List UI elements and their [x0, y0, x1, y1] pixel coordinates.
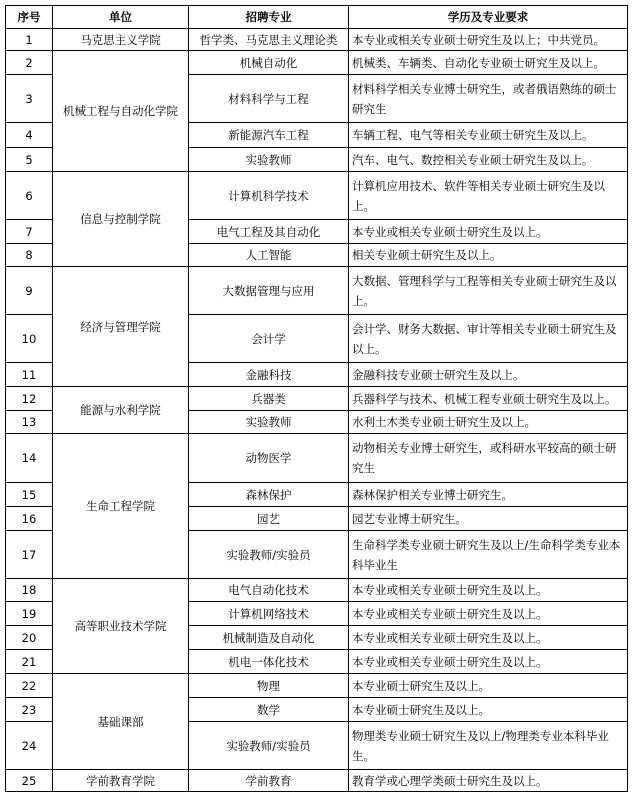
row-num: 24	[6, 722, 53, 770]
header-num: 序号	[6, 6, 53, 29]
major-cell: 实验教师	[189, 148, 349, 172]
requirement-cell: 本专业或相关专业硕士研究生及以上。	[349, 579, 628, 602]
row-num: 20	[6, 626, 53, 650]
table-row	[6, 674, 628, 698]
requirement-cell: 水利土木类专业硕士研究生及以上。	[349, 411, 628, 434]
row-num: 5	[6, 148, 53, 172]
table-header	[6, 6, 628, 29]
header-requirements: 学历及专业要求	[349, 6, 628, 29]
row-num: 14	[6, 434, 53, 483]
requirement-cell: 车辆工程、电气等相关专业硕士研究生及以上。	[349, 123, 628, 148]
major-cell: 实验教师	[189, 411, 349, 434]
requirement-cell: 计算机应用技术、软件等相关专业硕士研究生及以上。	[349, 172, 628, 220]
requirement-cell: 本专业或相关专业硕士研究生及以上。	[349, 650, 628, 674]
requirement-cell: 本专业或相关专业硕士研究生及以上。	[349, 602, 628, 626]
table-row	[6, 51, 628, 75]
row-num: 1	[6, 29, 53, 51]
table-row	[6, 770, 628, 792]
major-cell: 学前教育	[189, 770, 349, 792]
major-cell: 实验教师/实验员	[189, 531, 349, 579]
unit-cell: 机械工程与自动化学院	[53, 51, 189, 172]
major-cell: 材料科学与工程	[189, 75, 349, 123]
major-cell: 数学	[189, 698, 349, 722]
header-major: 招聘专业	[189, 6, 349, 29]
row-num: 10	[6, 315, 53, 363]
row-num: 17	[6, 531, 53, 579]
unit-cell: 马克思主义学院	[53, 29, 189, 51]
major-cell: 电气工程及其自动化	[189, 220, 349, 244]
header-unit: 单位	[53, 6, 189, 29]
unit-cell: 生命工程学院	[53, 434, 189, 579]
unit-cell: 经济与管理学院	[53, 267, 189, 387]
row-num: 3	[6, 75, 53, 123]
requirement-cell: 兵器科学与技术、机械工程专业硕士研究生及以上。	[349, 387, 628, 411]
major-cell: 机械自动化	[189, 51, 349, 75]
requirement-cell: 本专业硕士研究生及以上。	[349, 674, 628, 698]
row-num: 18	[6, 579, 53, 602]
major-cell: 会计学	[189, 315, 349, 363]
row-num: 21	[6, 650, 53, 674]
requirement-cell: 相关专业硕士研究生及以上。	[349, 244, 628, 267]
recruitment-table	[5, 5, 628, 792]
major-cell: 哲学类、马克思主义理论类	[189, 29, 349, 51]
major-cell: 新能源汽车工程	[189, 123, 349, 148]
requirement-cell: 汽车、电气、数控相关专业硕士研究生及以上。	[349, 148, 628, 172]
major-cell: 计算机科学技术	[189, 172, 349, 220]
requirement-cell: 本专业或相关专业硕士研究生及以上。	[349, 626, 628, 650]
major-cell: 电气自动化技术	[189, 579, 349, 602]
table-row	[6, 267, 628, 315]
row-num: 4	[6, 123, 53, 148]
requirement-cell: 物理类专业硕士研究生及以上/物理类专业本科毕业生。	[349, 722, 628, 770]
row-num: 16	[6, 507, 53, 531]
requirement-cell: 动物相关专业博士研究生，或科研水平较高的硕士研究生	[349, 434, 628, 483]
row-num: 9	[6, 267, 53, 315]
row-num: 12	[6, 387, 53, 411]
table-row	[6, 434, 628, 483]
row-num: 11	[6, 363, 53, 387]
major-cell: 人工智能	[189, 244, 349, 267]
requirement-cell: 教育学或心理学类硕士研究生及以上。	[349, 770, 628, 792]
row-num: 15	[6, 483, 53, 507]
row-num: 2	[6, 51, 53, 75]
row-num: 8	[6, 244, 53, 267]
row-num: 22	[6, 674, 53, 698]
major-cell: 计算机网络技术	[189, 602, 349, 626]
requirement-cell: 机械类、车辆类、自动化专业硕士研究生及以上。	[349, 51, 628, 75]
unit-cell: 学前教育学院	[53, 770, 189, 792]
major-cell: 机械制造及自动化	[189, 626, 349, 650]
major-cell: 金融科技	[189, 363, 349, 387]
major-cell: 物理	[189, 674, 349, 698]
table-body	[6, 29, 628, 792]
unit-cell: 基础课部	[53, 674, 189, 770]
requirement-cell: 材料科学相关专业博士研究生，或者俄语熟练的硕士研究生	[349, 75, 628, 123]
requirement-cell: 森林保护相关专业博士研究生。	[349, 483, 628, 507]
header-row	[6, 6, 628, 29]
row-num: 7	[6, 220, 53, 244]
requirement-cell: 本专业硕士研究生及以上。	[349, 698, 628, 722]
unit-cell: 信息与控制学院	[53, 172, 189, 267]
unit-cell: 能源与水利学院	[53, 387, 189, 434]
row-num: 25	[6, 770, 53, 792]
row-num: 23	[6, 698, 53, 722]
major-cell: 园艺	[189, 507, 349, 531]
major-cell: 机电一体化技术	[189, 650, 349, 674]
table-row	[6, 29, 628, 51]
row-num: 13	[6, 411, 53, 434]
row-num: 6	[6, 172, 53, 220]
requirement-cell: 会计学、财务大数据、审计等相关专业硕士研究生及以上。	[349, 315, 628, 363]
requirement-cell: 本专业或相关专业硕士研究生及以上。	[349, 220, 628, 244]
major-cell: 动物医学	[189, 434, 349, 483]
requirement-cell: 生命科学类专业硕士研究生及以上/生命科学类专业本科毕业生	[349, 531, 628, 579]
major-cell: 实验教师/实验员	[189, 722, 349, 770]
table-row	[6, 387, 628, 411]
requirement-cell: 园艺专业博士研究生。	[349, 507, 628, 531]
requirement-cell: 金融科技专业硕士研究生及以上。	[349, 363, 628, 387]
table-row	[6, 172, 628, 220]
major-cell: 兵器类	[189, 387, 349, 411]
table-row	[6, 579, 628, 602]
unit-cell: 高等职业技术学院	[53, 579, 189, 674]
major-cell: 森林保护	[189, 483, 349, 507]
requirement-cell: 本专业或相关专业硕士研究生及以上；中共党员。	[349, 29, 628, 51]
major-cell: 大数据管理与应用	[189, 267, 349, 315]
requirement-cell: 大数据、管理科学与工程等相关专业硕士研究生及以上。	[349, 267, 628, 315]
row-num: 19	[6, 602, 53, 626]
